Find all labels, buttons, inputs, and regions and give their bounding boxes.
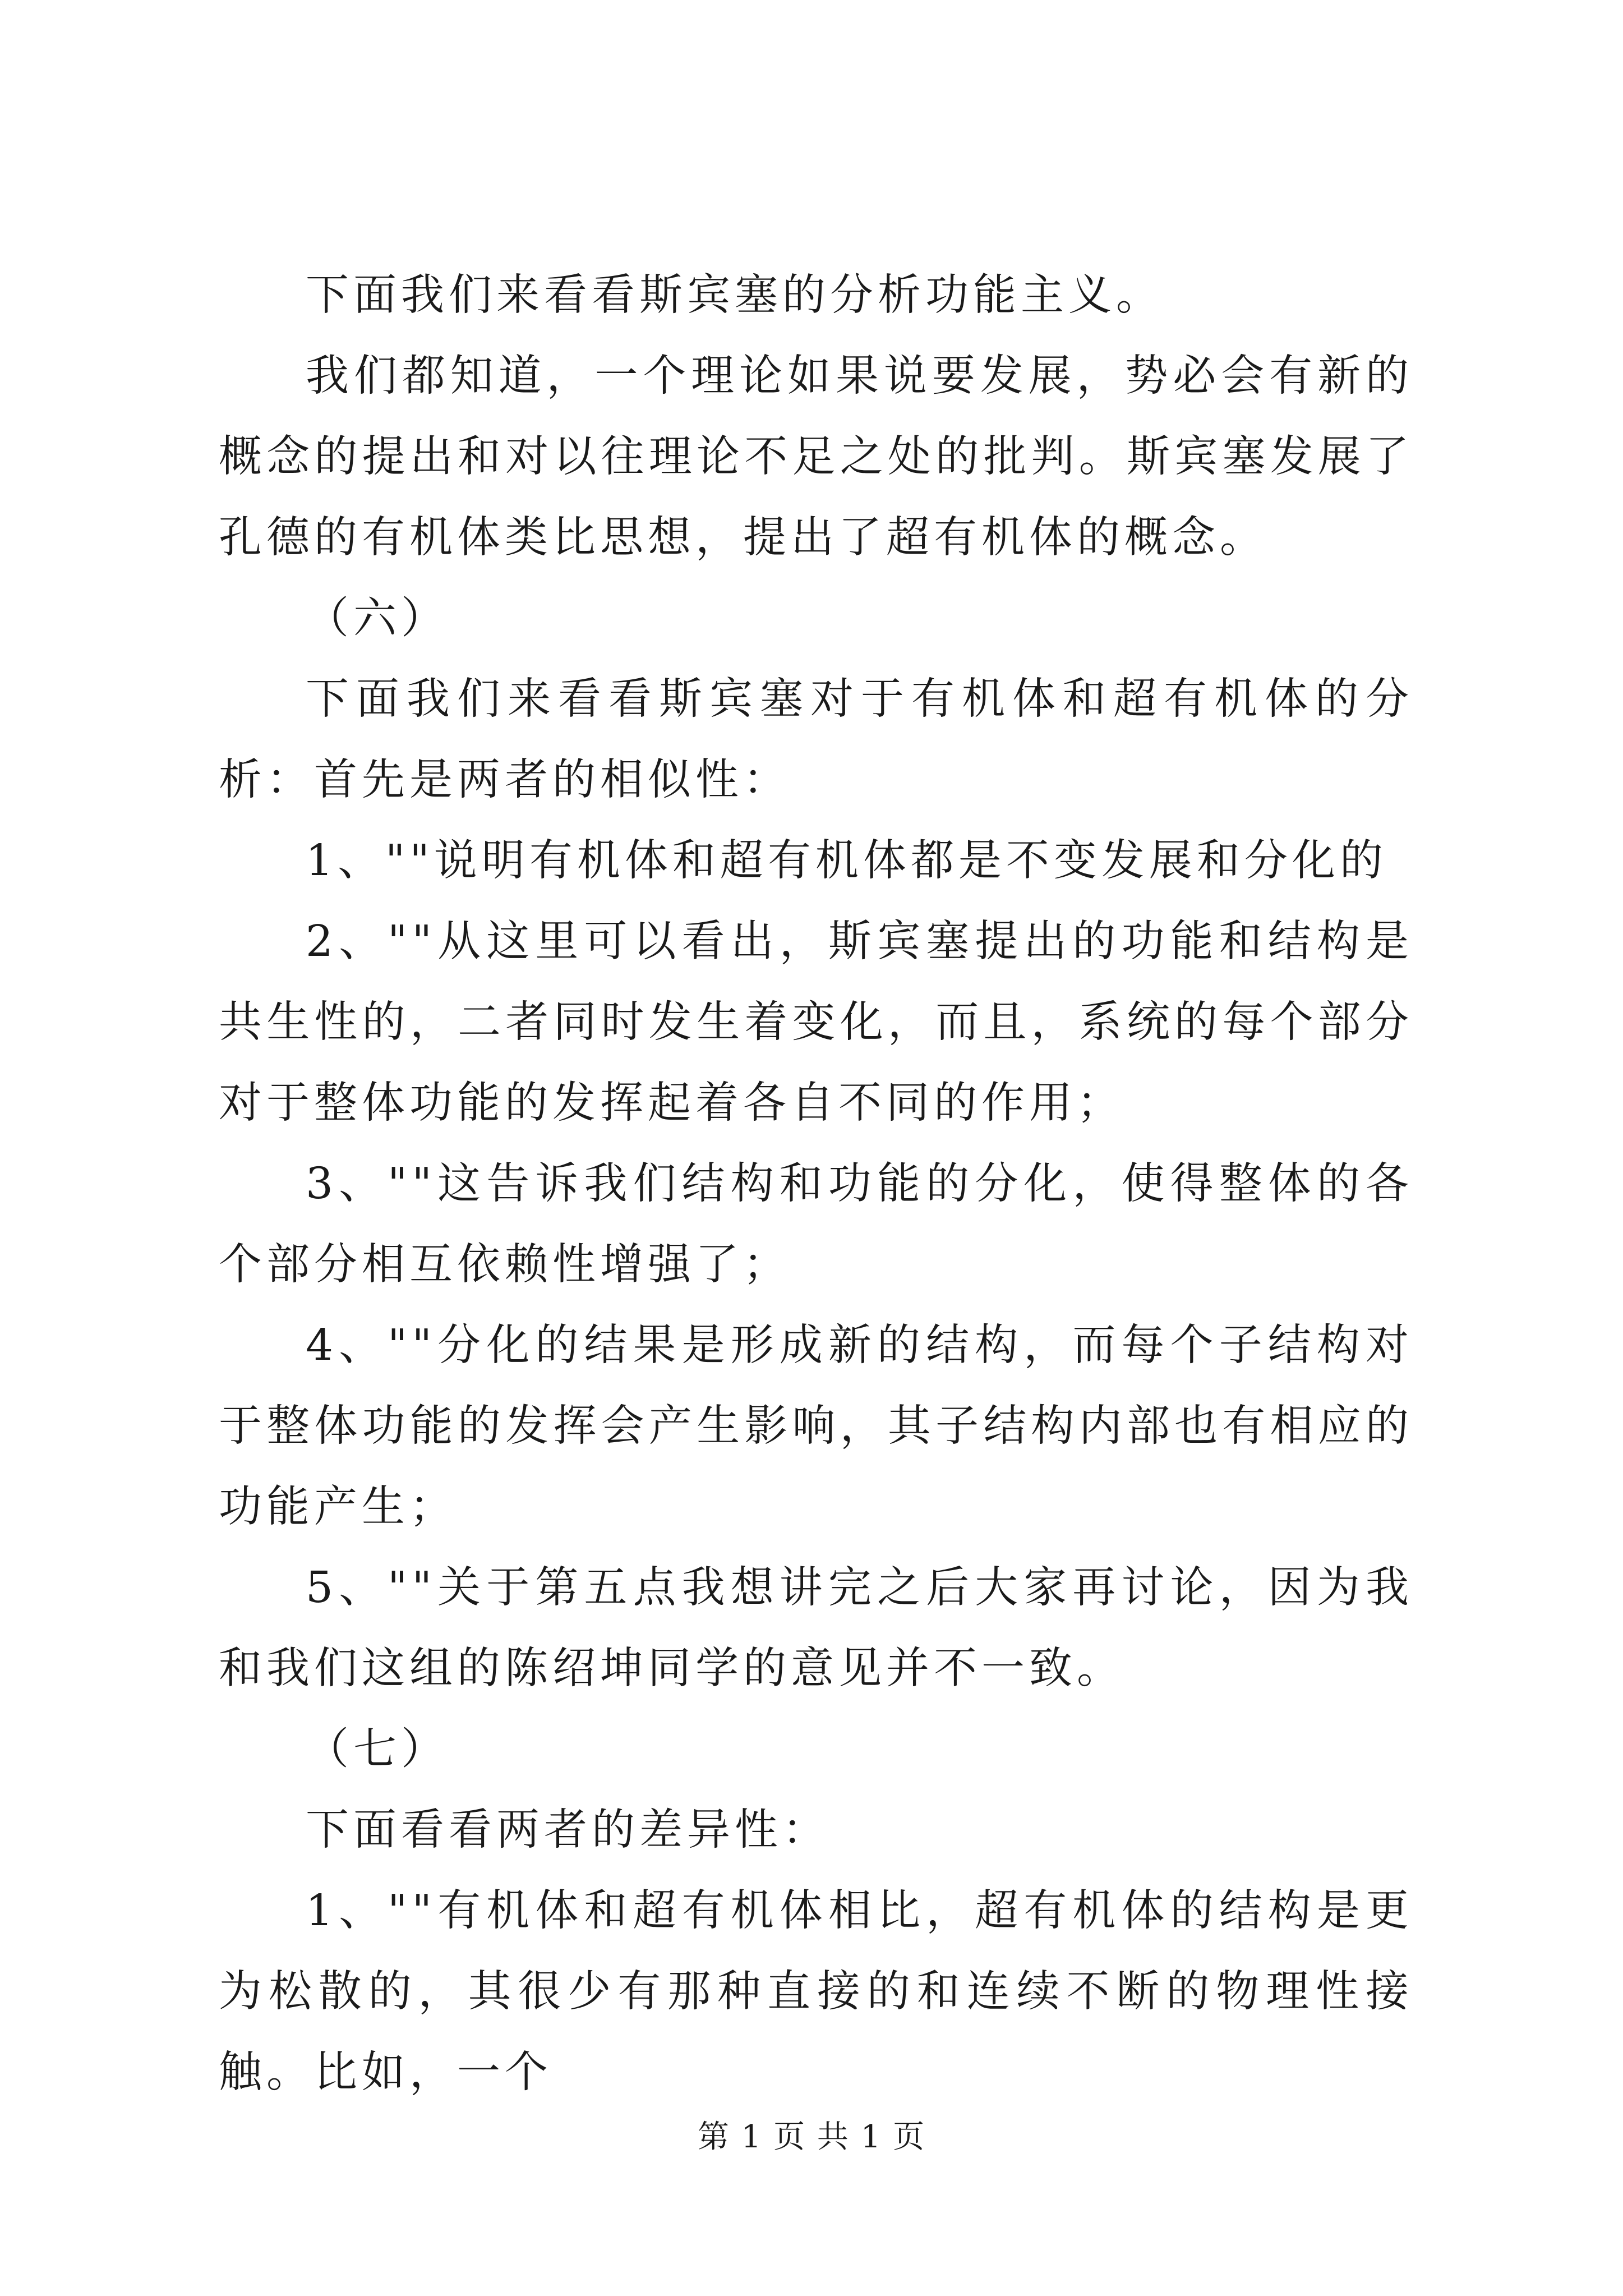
document-body [219, 255, 1413, 2113]
paragraph: 我们都知道，一个理论如果说要发展，势必会有新的概念的提出和对以往理论不足之处的批判。斯宾塞发展了孔德的有机体类比思想，提出了超有机体的概念。 [219, 351, 1413, 563]
list-item: 5、""关于第五点我想讲完之后大家再讨论，因为我和我们这组的陈绍坤同学的意见并不一致。 [219, 1563, 1413, 1694]
section-heading: （六） [306, 593, 449, 643]
list-item: 2、""从这里可以看出，斯宾塞提出的功能和结构是共生性的，二者同时发生着变化，而且，系统的每个部分对于整体功能的发挥起着各自不同的作用； [219, 917, 1413, 1128]
list-item: 3、""这告诉我们结构和功能的分化，使得整体的各个部分相互依赖性增强了； [219, 1159, 1413, 1290]
paragraph: 下面看看两者的差异性： [306, 1805, 830, 1855]
list-item: 1、""有机体和超有机体相比，超有机体的结构是更为松散的，其很少有那种直接的和连续不断的物理性接触。比如，一个 [219, 1886, 1413, 2097]
list-item: 1、""说明有机体和超有机体都是不变发展和分化的 [306, 836, 1387, 886]
paragraph: 下面我们来看看斯宾塞的分析功能主义。 [306, 270, 1164, 320]
page-footer [0, 2115, 1623, 2160]
page-number-label: 第 1 页 共 1 页 [697, 2119, 926, 2155]
list-item: 4、""分化的结果是形成新的结构，而每个子结构对于整体功能的发挥会产生影响，其子结构内部也有相应的功能产生； [219, 1320, 1413, 1532]
section-heading: （七） [306, 1724, 449, 1774]
paragraph: 下面我们来看看斯宾塞对于有机体和超有机体的分析：首先是两者的相似性： [219, 674, 1413, 805]
